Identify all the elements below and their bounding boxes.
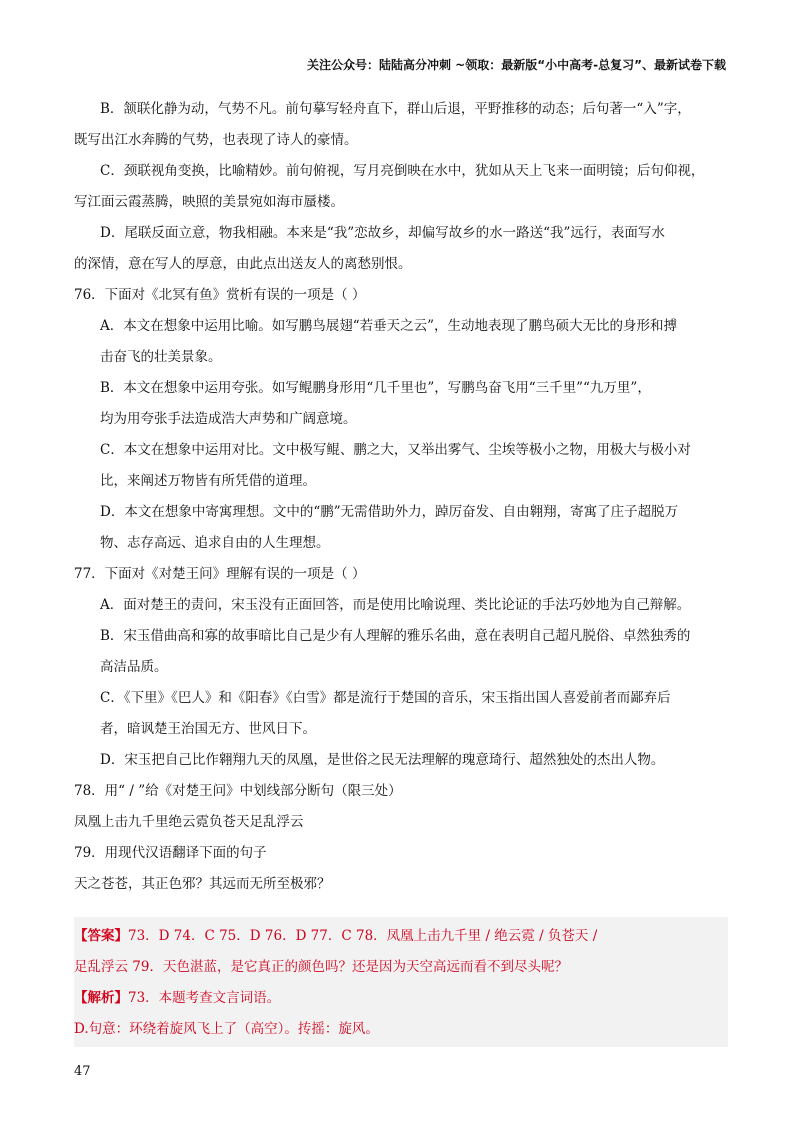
question-79 xyxy=(74,838,726,900)
answer-line2: 足乱浮云 79．天色湛蓝，是它真正的颜色吗？还是因为天空高远而看不到尽头呢？ xyxy=(74,959,568,975)
page-number: 47 xyxy=(74,1064,91,1079)
question-78-text: 凤凰上击九千里绝云霓负苍天足乱浮云 xyxy=(74,814,304,830)
page-header: 关注公众号：陆陆高分冲刺 ~领取：最新版“小中高考-总复习”、最新试卷下载 xyxy=(307,58,726,72)
q76-option-c-line1: C．本文在想象中运用对比。文中极写鲲、鹏之大，又举出雾气、尘埃等极小之物，用极大与极小对 xyxy=(100,442,691,458)
analysis-line1 xyxy=(74,983,728,1014)
q76-option-a-line2: 击奋飞的壮美景象。 xyxy=(100,349,222,365)
q76-option-d-line1: D．本文在想象中寄寓理想。文中的“鹏”无需借助外力，踔厉奋发、自由翱翔，寄寓了庄子超脱万 xyxy=(100,504,679,520)
q77-option-b-line2: 高洁品质。 xyxy=(100,659,168,675)
option-d-line1: D．尾联反面立意，物我相融。本来是“我”恋故乡，却偏写故乡的水一路送“我”远行，表面写水 xyxy=(100,225,665,241)
question-76 xyxy=(74,280,726,559)
question-79-stem: 79．用现代汉语翻译下面的句子 xyxy=(74,845,267,861)
question-78 xyxy=(74,776,726,838)
option-b-line2: 既写出江水奔腾的气势，也表现了诗人的豪情。 xyxy=(74,132,358,148)
q77-option-d: D．宋玉把自己比作翱翔九天的凤凰，是世俗之民无法理解的瑰意琦行、超然独处的杰出人物。 xyxy=(100,752,665,768)
q76-option-b-line2: 均为用夸张手法造成浩大声势和广阔意境。 xyxy=(100,411,357,427)
analysis-text: 73．本题考查文言词语。 xyxy=(128,990,281,1006)
question-78-stem: 78．用“ / ”给《对楚王问》中划线部分断句（限三处） xyxy=(74,783,402,799)
q76-option-c-line2: 比，来阐述万物皆有所凭借的道理。 xyxy=(100,473,316,489)
q77-option-c-line1: C．《下里》《巴人》和《阳春》《白雪》都是流行于楚国的音乐，宋玉指出国人喜爱前者而鄙弃后 xyxy=(100,690,671,706)
option-c-line1: C．颈联视角变换，比喻精妙。前句俯视，写月亮倒映在水中，犹如从天上飞来一面明镜；后句仰视， xyxy=(100,163,705,179)
option-d-line2: 的深情，意在写人的厚意，由此点出送友人的离愁别恨。 xyxy=(74,256,412,272)
question-79-text: 天之苍苍，其正色邪？其远而无所至极邪？ xyxy=(74,876,331,892)
q77-option-b-line1: B．宋玉借曲高和寡的故事暗比自己是少有人理解的雅乐名曲，意在表明自己超凡脱俗、卓然独秀的 xyxy=(100,628,691,644)
answer-line1 xyxy=(74,921,728,952)
q77-option-a: A．面对楚王的责问，宋玉没有正面回答，而是使用比喻说理、类比论证的手法巧妙地为自己辩解。 xyxy=(100,597,691,613)
question-76-stem: 76．下面对《北冥有鱼》赏析有误的一项是（ ） xyxy=(74,287,366,303)
option-c-line2: 写江面云霞蒸腾，映照的美景宛如海市蜃楼。 xyxy=(74,194,344,210)
q76-option-b-line1: B．本文在想象中运用夸张。如写鲲鹏身形用“几千里也”，写鹏鸟奋飞用“三千里”“九万里”， xyxy=(100,380,651,396)
question-77 xyxy=(74,559,726,776)
q76-option-a-line1: A．本文在想象中运用比喻。如写鹏鸟展翅“若垂天之云”，生动地表现了鹏鸟硕大无比的身形和搏 xyxy=(100,318,678,334)
previous-question-options xyxy=(74,94,726,280)
answer-label: 【答案】 xyxy=(74,928,128,944)
main-content xyxy=(74,94,726,900)
analysis-line2: D.句意：环绕着旋风飞上了（高空）。抟摇：旋风。 xyxy=(74,1021,379,1037)
q77-option-c-line2: 者，暗讽楚王治国无方、世风日下。 xyxy=(100,721,316,737)
analysis-label: 【解析】 xyxy=(74,990,128,1006)
option-b-line1: B．颔联化静为动，气势不凡。前句摹写轻舟直下，群山后退，平野推移的动态；后句著一“入”字， xyxy=(100,101,691,117)
q76-option-d-line2: 物、志存高远、追求自由的人生理想。 xyxy=(100,535,330,551)
answer-text-line1: 73．D 74．C 75．D 76．D 77．C 78．凤凰上击九千里 / 绝云霓 / 负苍天 / xyxy=(128,928,598,944)
question-77-stem: 77．下面对《对楚王问》理解有误的一项是（ ） xyxy=(74,566,366,582)
answer-box xyxy=(74,917,728,1047)
